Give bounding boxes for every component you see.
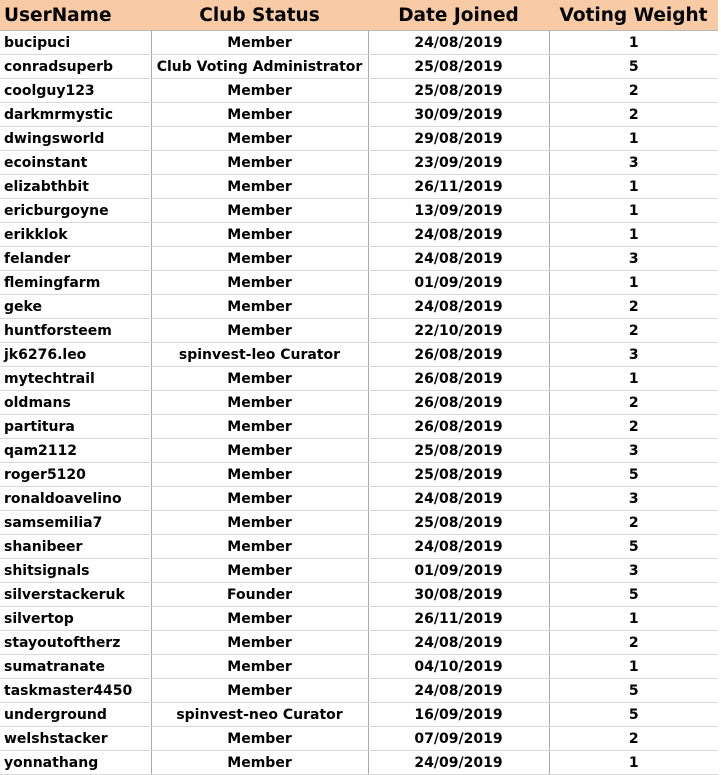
cell-username[interactable]: qam2112	[0, 439, 151, 463]
cell-date-joined[interactable]: 26/08/2019	[368, 391, 549, 415]
cell-voting-weight[interactable]: 2	[549, 415, 718, 439]
cell-voting-weight[interactable]: 1	[549, 223, 718, 247]
cell-username[interactable]: welshstacker	[0, 727, 151, 751]
cell-voting-weight[interactable]: 5	[549, 583, 718, 607]
cell-date-joined[interactable]: 25/08/2019	[368, 79, 549, 103]
cell-username[interactable]: shitsignals	[0, 559, 151, 583]
cell-voting-weight[interactable]: 2	[549, 727, 718, 751]
cell-date-joined[interactable]: 29/08/2019	[368, 127, 549, 151]
cell-club-status[interactable]: Member	[151, 511, 368, 535]
table-row	[0, 31, 718, 55]
cell-club-status[interactable]: Member	[151, 631, 368, 655]
cell-username[interactable]: samsemilia7	[0, 511, 151, 535]
cell-date-joined[interactable]: 30/08/2019	[368, 583, 549, 607]
cell-date-joined[interactable]: 23/09/2019	[368, 151, 549, 175]
cell-club-status[interactable]: Member	[151, 439, 368, 463]
cell-club-status[interactable]: Founder	[151, 583, 368, 607]
table-row	[0, 367, 718, 391]
table-row	[0, 703, 718, 727]
cell-club-status[interactable]: Member	[151, 679, 368, 703]
cell-club-status[interactable]: Member	[151, 127, 368, 151]
cell-voting-weight[interactable]: 1	[549, 751, 718, 775]
cell-club-status[interactable]: Member	[151, 391, 368, 415]
table-row	[0, 655, 718, 679]
cell-date-joined[interactable]: 13/09/2019	[368, 199, 549, 223]
cell-club-status[interactable]: Member	[151, 751, 368, 775]
cell-club-status[interactable]: Member	[151, 271, 368, 295]
cell-voting-weight[interactable]: 1	[549, 127, 718, 151]
cell-club-status[interactable]: Member	[151, 295, 368, 319]
cell-club-status[interactable]: Member	[151, 367, 368, 391]
cell-date-joined[interactable]: 24/08/2019	[368, 631, 549, 655]
cell-date-joined[interactable]: 01/09/2019	[368, 271, 549, 295]
table-row	[0, 727, 718, 751]
cell-voting-weight[interactable]: 2	[549, 511, 718, 535]
cell-username[interactable]: felander	[0, 247, 151, 271]
cell-voting-weight[interactable]: 3	[549, 439, 718, 463]
table-row	[0, 199, 718, 223]
table-row	[0, 487, 718, 511]
cell-voting-weight[interactable]: 5	[549, 679, 718, 703]
cell-username[interactable]: coolguy123	[0, 79, 151, 103]
table-row	[0, 151, 718, 175]
cell-username[interactable]: erikklok	[0, 223, 151, 247]
cell-club-status[interactable]: spinvest-neo Curator	[151, 703, 368, 727]
cell-username[interactable]: darkmrmystic	[0, 103, 151, 127]
cell-date-joined[interactable]: 24/08/2019	[368, 223, 549, 247]
table-row	[0, 103, 718, 127]
cell-date-joined[interactable]: 16/09/2019	[368, 703, 549, 727]
table-row	[0, 295, 718, 319]
table-row	[0, 607, 718, 631]
cell-username[interactable]: dwingsworld	[0, 127, 151, 151]
cell-club-status[interactable]: Member	[151, 535, 368, 559]
table-row	[0, 175, 718, 199]
cell-username[interactable]: silverstackeruk	[0, 583, 151, 607]
column-header-username[interactable]: UserName	[0, 0, 151, 31]
cell-club-status[interactable]: Member	[151, 175, 368, 199]
cell-date-joined[interactable]: 25/08/2019	[368, 511, 549, 535]
cell-date-joined[interactable]: 30/09/2019	[368, 103, 549, 127]
column-header-voting-weight[interactable]: Voting Weight	[549, 0, 718, 31]
cell-username[interactable]: elizabthbit	[0, 175, 151, 199]
cell-username[interactable]: conradsuperb	[0, 55, 151, 79]
column-header-club-status[interactable]: Club Status	[151, 0, 368, 31]
table-row	[0, 319, 718, 343]
cell-date-joined[interactable]: 25/08/2019	[368, 439, 549, 463]
cell-voting-weight[interactable]: 5	[549, 463, 718, 487]
cell-voting-weight[interactable]: 2	[549, 319, 718, 343]
table-row	[0, 583, 718, 607]
cell-club-status[interactable]: Member	[151, 607, 368, 631]
cell-voting-weight[interactable]: 1	[549, 175, 718, 199]
cell-username[interactable]: sumatranate	[0, 655, 151, 679]
cell-date-joined[interactable]: 24/08/2019	[368, 247, 549, 271]
cell-club-status[interactable]: Member	[151, 151, 368, 175]
cell-club-status[interactable]: Member	[151, 199, 368, 223]
cell-username[interactable]: oldmans	[0, 391, 151, 415]
table-row	[0, 535, 718, 559]
cell-club-status[interactable]: Member	[151, 487, 368, 511]
cell-club-status[interactable]: Member	[151, 727, 368, 751]
table-row	[0, 55, 718, 79]
table-row	[0, 511, 718, 535]
cell-date-joined[interactable]: 22/10/2019	[368, 319, 549, 343]
cell-voting-weight[interactable]: 2	[549, 103, 718, 127]
table-row	[0, 559, 718, 583]
cell-username[interactable]: flemingfarm	[0, 271, 151, 295]
cell-club-status[interactable]: Member	[151, 655, 368, 679]
cell-club-status[interactable]: Member	[151, 103, 368, 127]
cell-username[interactable]: taskmaster4450	[0, 679, 151, 703]
cell-club-status[interactable]: spinvest-leo Curator	[151, 343, 368, 367]
cell-voting-weight[interactable]: 5	[549, 703, 718, 727]
header-row	[0, 0, 718, 31]
table-row	[0, 223, 718, 247]
cell-club-status[interactable]: Member	[151, 463, 368, 487]
cell-username[interactable]: geke	[0, 295, 151, 319]
cell-voting-weight[interactable]: 1	[549, 655, 718, 679]
cell-club-status[interactable]: Member	[151, 319, 368, 343]
cell-date-joined[interactable]: 24/08/2019	[368, 295, 549, 319]
cell-date-joined[interactable]: 26/08/2019	[368, 367, 549, 391]
table-row	[0, 127, 718, 151]
cell-date-joined[interactable]: 25/08/2019	[368, 463, 549, 487]
table-row	[0, 631, 718, 655]
cell-club-status[interactable]: Club Voting Administrator	[151, 55, 368, 79]
cell-username[interactable]: silvertop	[0, 607, 151, 631]
cell-voting-weight[interactable]: 1	[549, 271, 718, 295]
cell-date-joined[interactable]: 01/09/2019	[368, 559, 549, 583]
table-row	[0, 679, 718, 703]
cell-username[interactable]: ecoinstant	[0, 151, 151, 175]
table-row	[0, 247, 718, 271]
cell-date-joined[interactable]: 26/11/2019	[368, 607, 549, 631]
table-row	[0, 415, 718, 439]
cell-username[interactable]: ronaldoavelino	[0, 487, 151, 511]
cell-club-status[interactable]: Member	[151, 559, 368, 583]
cell-username[interactable]: stayoutoftherz	[0, 631, 151, 655]
cell-voting-weight[interactable]: 1	[549, 31, 718, 55]
cell-username[interactable]: roger5120	[0, 463, 151, 487]
table-row	[0, 79, 718, 103]
cell-club-status[interactable]: Member	[151, 79, 368, 103]
cell-username[interactable]: mytechtrail	[0, 367, 151, 391]
cell-voting-weight[interactable]: 3	[549, 343, 718, 367]
cell-date-joined[interactable]: 24/08/2019	[368, 31, 549, 55]
table-row	[0, 391, 718, 415]
cell-voting-weight[interactable]: 2	[549, 631, 718, 655]
cell-date-joined[interactable]: 26/11/2019	[368, 175, 549, 199]
cell-username[interactable]: jk6276.leo	[0, 343, 151, 367]
cell-club-status[interactable]: Member	[151, 223, 368, 247]
cell-date-joined[interactable]: 04/10/2019	[368, 655, 549, 679]
column-header-date-joined[interactable]: Date Joined	[368, 0, 549, 31]
table-row	[0, 271, 718, 295]
cell-username[interactable]: partitura	[0, 415, 151, 439]
cell-date-joined[interactable]: 24/09/2019	[368, 751, 549, 775]
cell-username[interactable]: huntforsteem	[0, 319, 151, 343]
cell-username[interactable]: ericburgoyne	[0, 199, 151, 223]
table-row	[0, 439, 718, 463]
cell-username[interactable]: yonnathang	[0, 751, 151, 775]
cell-club-status[interactable]: Member	[151, 247, 368, 271]
cell-voting-weight[interactable]: 3	[549, 247, 718, 271]
cell-voting-weight[interactable]: 5	[549, 55, 718, 79]
cell-date-joined[interactable]: 24/08/2019	[368, 535, 549, 559]
cell-voting-weight[interactable]: 1	[549, 607, 718, 631]
cell-voting-weight[interactable]: 2	[549, 79, 718, 103]
cell-voting-weight[interactable]: 3	[549, 559, 718, 583]
cell-username[interactable]: shanibeer	[0, 535, 151, 559]
cell-voting-weight[interactable]: 5	[549, 535, 718, 559]
cell-voting-weight[interactable]: 3	[549, 151, 718, 175]
table-row	[0, 343, 718, 367]
cell-username[interactable]: bucipuci	[0, 31, 151, 55]
cell-date-joined[interactable]: 26/08/2019	[368, 343, 549, 367]
cell-date-joined[interactable]: 24/08/2019	[368, 679, 549, 703]
cell-club-status[interactable]: Member	[151, 415, 368, 439]
cell-username[interactable]: underground	[0, 703, 151, 727]
cell-voting-weight[interactable]: 2	[549, 295, 718, 319]
cell-date-joined[interactable]: 24/08/2019	[368, 487, 549, 511]
cell-date-joined[interactable]: 07/09/2019	[368, 727, 549, 751]
cell-date-joined[interactable]: 26/08/2019	[368, 415, 549, 439]
cell-voting-weight[interactable]: 3	[549, 487, 718, 511]
table-row	[0, 751, 718, 775]
cell-voting-weight[interactable]: 1	[549, 199, 718, 223]
cell-club-status[interactable]: Member	[151, 31, 368, 55]
cell-date-joined[interactable]: 25/08/2019	[368, 55, 549, 79]
cell-voting-weight[interactable]: 2	[549, 391, 718, 415]
cell-voting-weight[interactable]: 1	[549, 367, 718, 391]
table-row	[0, 463, 718, 487]
